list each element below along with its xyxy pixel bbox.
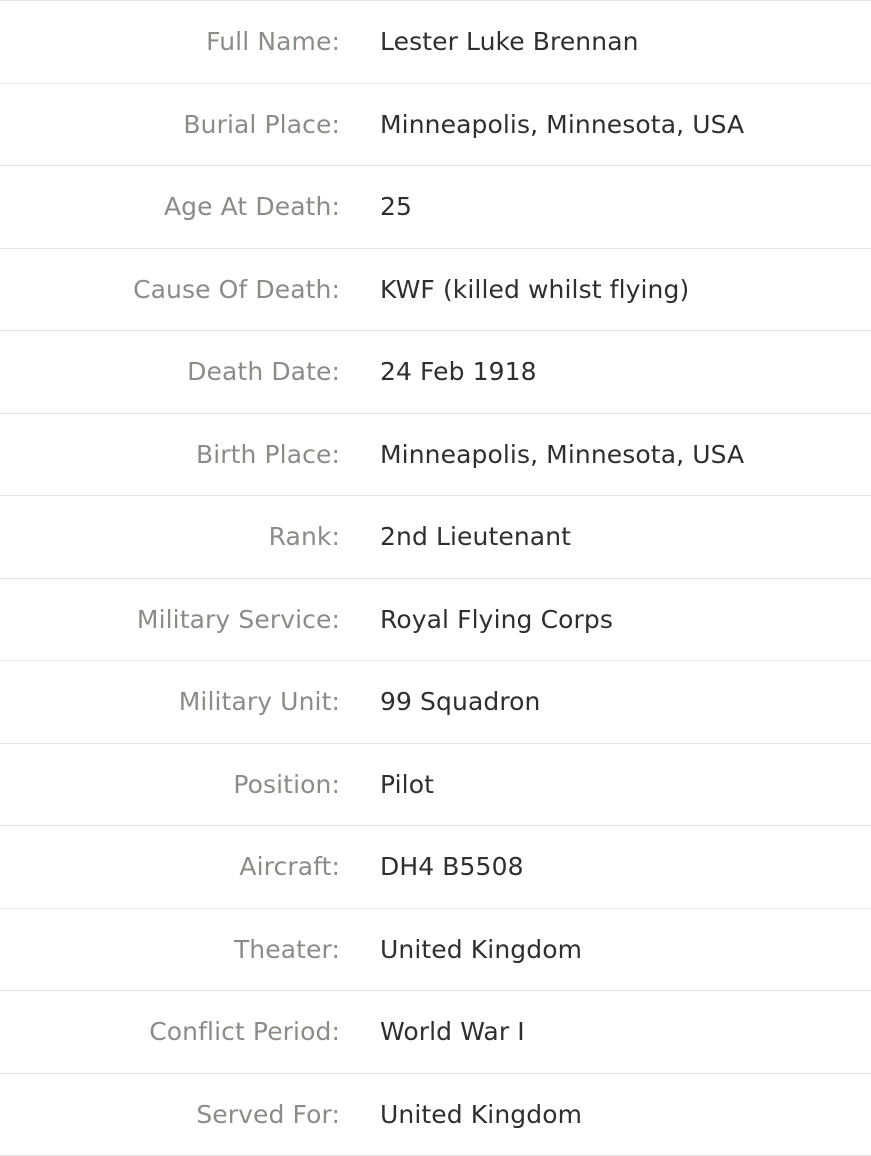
field-value: World War I: [380, 1017, 525, 1047]
field-value: United Kingdom: [380, 1099, 583, 1129]
field-label: Birth Place:: [195, 439, 340, 469]
table-row: [0, 991, 871, 1074]
table-row: [0, 908, 871, 991]
field-value: 24 Feb 1918: [380, 357, 537, 387]
field-value: 99 Squadron: [380, 687, 541, 717]
field-value: 25: [380, 192, 413, 222]
table-row: [0, 1073, 871, 1156]
field-label: Military Service:: [136, 604, 340, 634]
field-label: Served For:: [196, 1099, 340, 1129]
field-value: DH4 B5508: [380, 852, 524, 882]
field-label: Full Name:: [206, 27, 340, 57]
field-value: Minneapolis, Minnesota, USA: [380, 109, 745, 139]
table-row: [0, 413, 871, 496]
table-row: [0, 496, 871, 579]
table-row: [0, 661, 871, 744]
field-value: Lester Luke Brennan: [380, 27, 639, 57]
field-label: Conflict Period:: [149, 1017, 340, 1047]
table-row: [0, 578, 871, 661]
field-value: Royal Flying Corps: [380, 604, 614, 634]
field-label: Death Date:: [187, 357, 340, 387]
field-value: 2nd Lieutenant: [380, 522, 572, 552]
field-value: Minneapolis, Minnesota, USA: [380, 439, 745, 469]
field-value: KWF (killed whilst flying): [380, 274, 690, 304]
table-row: [0, 331, 871, 414]
table-row: [0, 248, 871, 331]
table-row: [0, 83, 871, 166]
field-label: Age At Death:: [163, 192, 340, 222]
table-row: [0, 826, 871, 909]
record-detail-body: [0, 1, 871, 1156]
field-label: Position:: [233, 769, 340, 799]
field-label: Aircraft:: [239, 852, 340, 882]
table-row: [0, 166, 871, 249]
field-label: Cause Of Death:: [133, 274, 340, 304]
field-value: United Kingdom: [380, 934, 583, 964]
field-label: Military Unit:: [178, 687, 340, 717]
field-label: Burial Place:: [183, 109, 340, 139]
field-value: Pilot: [380, 769, 435, 799]
table-row: [0, 743, 871, 826]
table-row: [0, 1, 871, 84]
field-label: Rank:: [268, 522, 340, 552]
field-label: Theater:: [233, 934, 340, 964]
